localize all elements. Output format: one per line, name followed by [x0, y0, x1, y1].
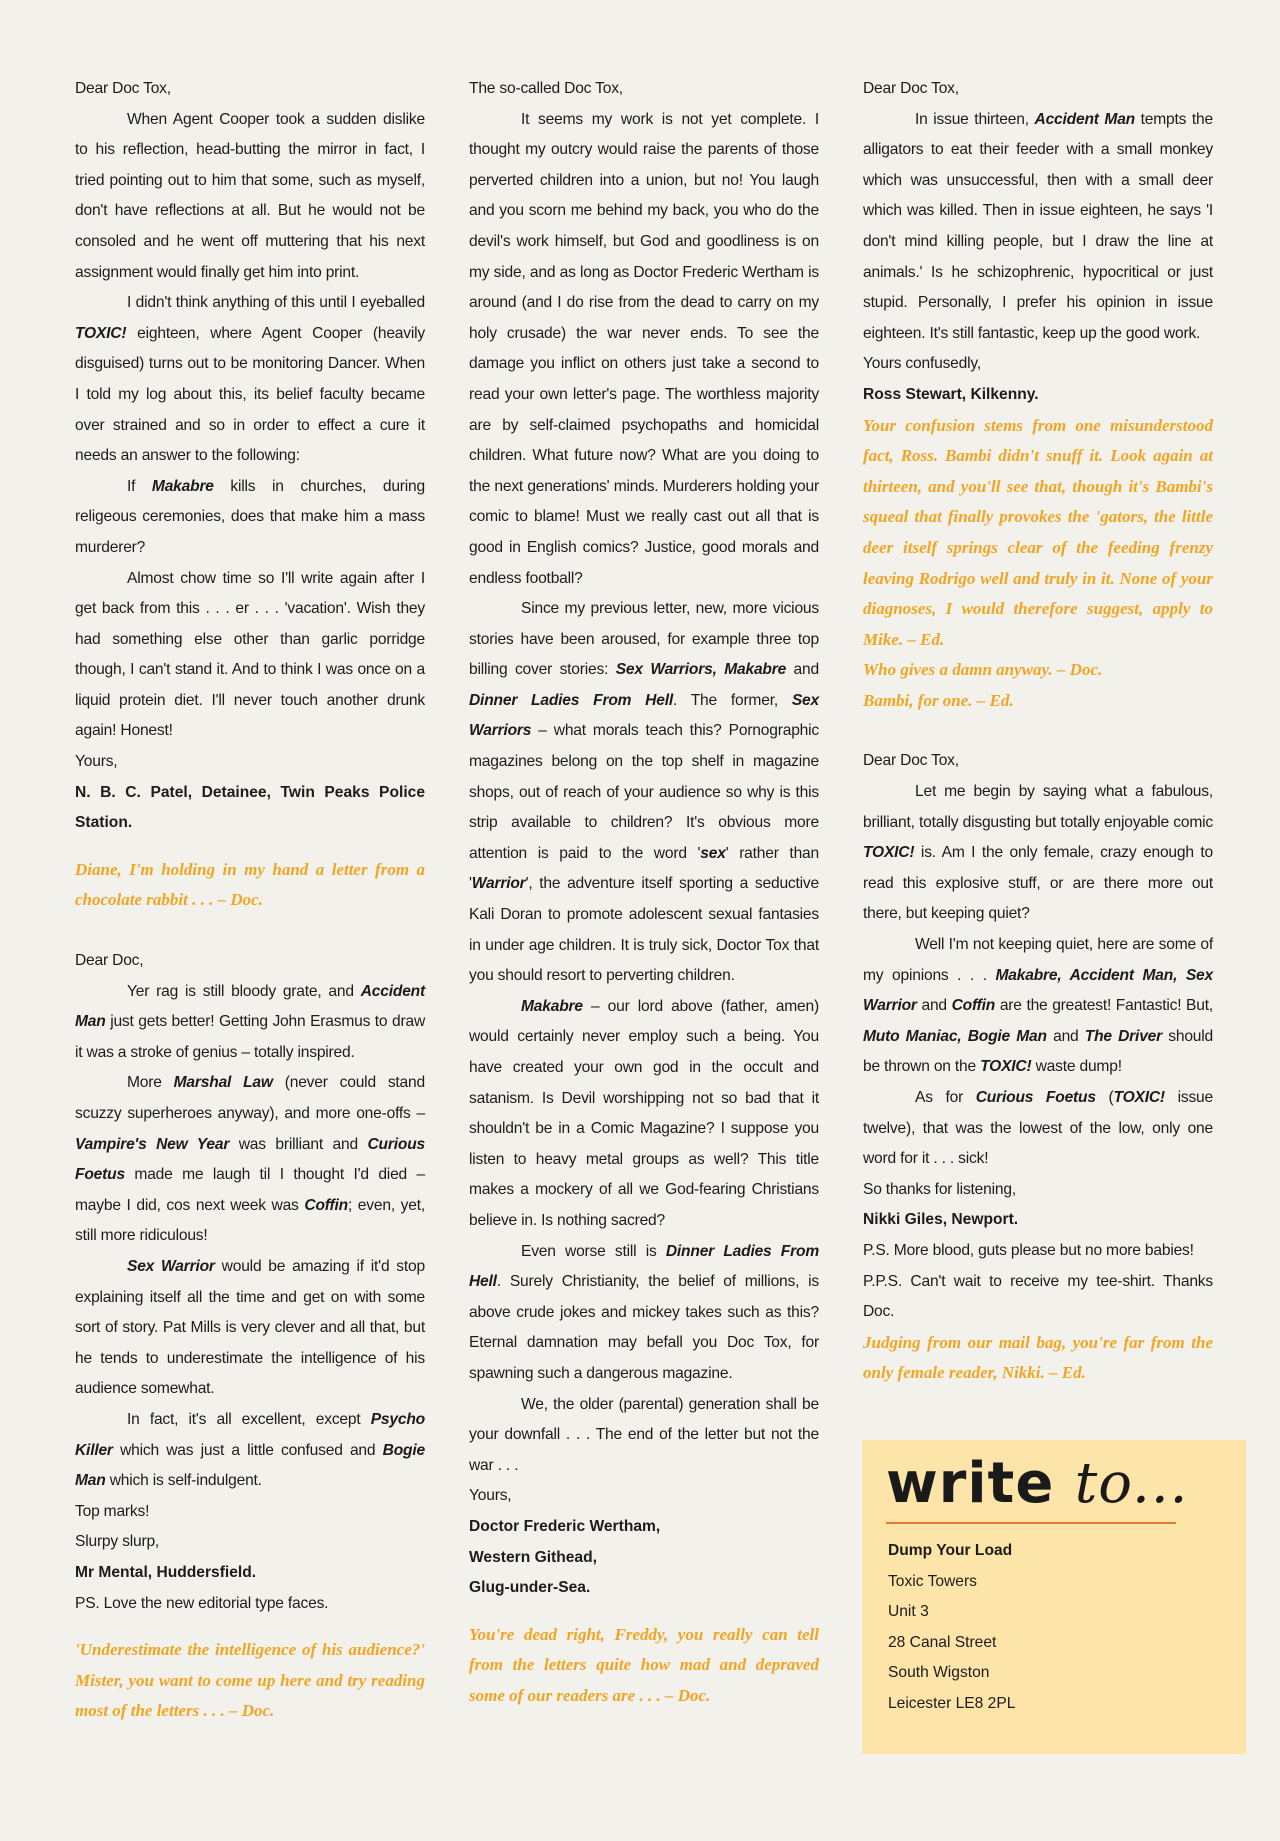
- letters-column-1: [75, 74, 425, 1727]
- letter-paragraph: Since my previous letter, new, more vicious stories have been aroused, for example three top billing cover stories: Sex Warriors, Makabre and Dinner Ladies From Hell. The former, Sex Warriors – what morals teach this? Pornographic magazines belong on the top shelf in magazine shops, out of reach of your audience so why is this strip available to children? It's obvious more attention is paid to the word 'sex' rather than 'Warrior', the adventure itself sporting a seductive Kali Doran to promote adolescent sexual fantasies in under age children. It is truly sick, Doctor Tox that you should resort to perverting children.: [469, 600, 819, 985]
- postal-address: [888, 1536, 1015, 1720]
- letter-salutation: The so-called Doc Tox,: [469, 80, 623, 97]
- letter-signature: Doctor Frederic Wertham,: [469, 1517, 661, 1535]
- letter-paragraph: Makabre – our lord above (father, amen) would certainly never employ such a being. You have created your own god in the occult and satanism. Is Devil worshipping not so bad that it shouldn't be in a Comic Magazine? I suppose you listen to heavy metal groups as well? This title makes a mockery of all we God-fearing Christians believe in. Is nothing sacred?: [469, 997, 819, 1229]
- write-to-box: [862, 1440, 1246, 1754]
- letter-paragraph: If Makabre kills in churches, during religeous ceremonies, does that make him a mass murderer?: [75, 477, 425, 556]
- editor-reply: Your confusion stems from one misunderstood fact, Ross. Bambi didn't snuff it. Look again at thirteen, and you'll see that, though it's Bambi's squeal that finally provokes the 'gators, the little deer itself springs clear of the feeding frenzy leaving Rodrigo well and truly in it. None of your diagnoses, I would therefore suggest, apply to Mike. – Ed.: [863, 415, 1213, 649]
- address-line: Toxic Towers: [888, 1572, 977, 1590]
- letter-salutation: Dear Doc Tox,: [863, 752, 959, 770]
- address-line: Unit 3: [888, 1603, 929, 1621]
- letter-ps: P.S. More blood, guts please but no more babies!: [863, 1241, 1194, 1259]
- letter-paragraph: When Agent Cooper took a sudden dislike to his reflection, head-butting the mirror in fact, I tried pointing out to him that some, such as myself, don't have reflections at all. But he would not be consoled and he went off muttering that his next assignment would finally get him into print.: [75, 110, 425, 281]
- letter-paragraph: In fact, it's all excellent, except Psycho Killer which was just a little confused and Bogie Man which is self-indulgent.: [75, 1410, 425, 1490]
- letter-salutation: Dear Doc Tox,: [863, 80, 959, 97]
- write-to-heading: write to...: [886, 1451, 1189, 1516]
- letters-column-3: [863, 74, 1213, 1389]
- letter-salutation: Dear Doc Tox,: [75, 80, 171, 97]
- letter-paragraph: In issue thirteen, Accident Man tempts the alligators to eat their feeder with a small monkey which was unsuccessful, then with a small deer which was killed. Then in issue eighteen, he says 'I don't mind killing people, but I draw the line at animals.' Is he schizophrenic, hypocritical or just stupid. Personally, I prefer his opinion in issue eighteen. It's still fantastic, keep up the good work.: [863, 110, 1213, 342]
- letter-paragraph: Almost chow time so I'll write again after I get back from this . . . er . . . 'vacation'. Wish they had something else other than garlic porridge though, I can't stand it. And to think I was once on a liquid protein diet. I'll never touch another drunk again! Honest!: [75, 569, 425, 740]
- letter-closing: Yours,: [75, 753, 118, 771]
- letter-signature: Western Githead,: [469, 1548, 597, 1566]
- heading-underline: [886, 1522, 1176, 1524]
- letter-pps: P.P.S. Can't wait to receive my tee-shirt. Thanks Doc.: [863, 1272, 1213, 1321]
- letter-paragraph: We, the older (parental) generation shall be your downfall . . . The end of the letter but not the war . . .: [469, 1395, 819, 1474]
- letters-column-2: [469, 74, 819, 1711]
- letter-paragraph: More Marshal Law (never could stand scuzzy superheroes anyway), and more one-offs – Vampire's New Year was brilliant and Curious Foetus made me laugh til I thought I'd died – maybe I did, cos next week was Coffin; even, yet, still more ridiculous!: [75, 1074, 426, 1245]
- editor-reply: You're dead right, Freddy, you really can tell from the letters quite how mad and depraved some of our readers are . . . – Doc.: [469, 1624, 819, 1705]
- letter-signature: Ross Stewart, Kilkenny.: [863, 385, 1039, 403]
- address-line: Leicester LE8 2PL: [888, 1694, 1016, 1712]
- letter-paragraph: Even worse still is Dinner Ladies From Hell. Surely Christianity, the belief of millions, is above crude jokes and mickey takes such as this? Eternal damnation may befall you Doc Tox, for spawning such a dangerous magazine.: [469, 1242, 819, 1382]
- letter-closing: So thanks for listening,: [863, 1180, 1016, 1198]
- letter-paragraph: Well I'm not keeping quiet, here are some of my opinions . . . Makabre, Accident Man, Sex Warrior and Coffin are the greatest! Fantastic! But, Muto Maniac, Bogie Man and The Driver should be thrown on the TOXIC! waste dump!: [863, 936, 1214, 1076]
- letter-paragraph: It seems my work is not yet complete. I thought my outcry would raise the parents of those perverted children into a union, but no! You laugh and you scorn me behind my back, you who do the devil's work himself, but God and goodliness is on my side, and as long as Doctor Frederic Wertham is around (and I do rise from the dead to carry on my holy crusade) the war never ends. To see the damage you inflict on others just take a second to read your own letter's page. The worthless majority are by self-claimed psychopaths and homicidal children. What future now? What are you doing to the next generations' minds. Murderers holding your comic to blame! Must we really cast out all that is good in English comics? Justice, good morals and endless football?: [469, 110, 819, 587]
- address-line: 28 Canal Street: [888, 1633, 997, 1651]
- letter-paragraph: As for Curious Foetus (TOXIC! issue twelve), that was the lowest of the low, only one word for it . . . sick!: [863, 1089, 1213, 1168]
- editor-reply: Who gives a damn anyway. – Doc.: [863, 660, 1103, 680]
- letter-paragraph: Let me begin by saying what a fabulous, brilliant, totally disgusting but totally enjoyable comic TOXIC! is. Am I the only female, crazy enough to read this explosive stuff, or are there more out there, but keeping quiet?: [863, 783, 1213, 923]
- letter-salutation: Dear Doc,: [75, 952, 144, 970]
- letter-closing: Yours confusedly,: [863, 355, 981, 373]
- editor-reply: Bambi, for one. – Ed.: [863, 690, 1014, 710]
- letter-signature: Mr Mental, Huddersfield.: [75, 1563, 257, 1581]
- letter-ps: PS. Love the new editorial type faces.: [75, 1594, 329, 1612]
- letter-paragraph: Sex Warrior would be amazing if it'd stop explaining itself all the time and get on with some sort of story. Pat Mills is very clever and all that, but he tends to underestimate the intelligence of his audience somewhat.: [75, 1257, 425, 1398]
- address-line: South Wigston: [888, 1664, 990, 1682]
- letter-paragraph: Yer rag is still bloody grate, and Accident Man just gets better! Getting John Erasmus to draw it was a stroke of genius – totally inspired.: [75, 982, 425, 1061]
- letter-signature: Nikki Giles, Newport.: [863, 1211, 1019, 1229]
- editor-reply: Diane, I'm holding in my hand a letter from a chocolate rabbit . . . – Doc.: [75, 859, 425, 910]
- letter-line: Top marks!: [75, 1502, 150, 1520]
- letter-signature: N. B. C. Patel, Detainee, Twin Peaks Police Station.: [75, 783, 425, 832]
- letter-paragraph: I didn't think anything of this until I eyeballed TOXIC! eighteen, where Agent Cooper (heavily disguised) turns out to be monitoring Dancer. When I told my log about this, its belief faculty became over strained and so in order to effect a cure it needs an answer to the following:: [75, 294, 425, 465]
- letter-signature: Glug-under-Sea.: [469, 1579, 591, 1597]
- address-name: Dump Your Load: [888, 1542, 1013, 1559]
- editor-reply: 'Underestimate the intelligence of his audience?' Mister, you want to come up here and try reading most of the letters . . . – Doc.: [75, 1640, 425, 1721]
- letter-line: Slurpy slurp,: [75, 1533, 160, 1551]
- letter-closing: Yours,: [469, 1487, 512, 1505]
- editor-reply: Judging from our mail bag, you're far from the only female reader, Nikki. – Ed.: [863, 1332, 1213, 1383]
